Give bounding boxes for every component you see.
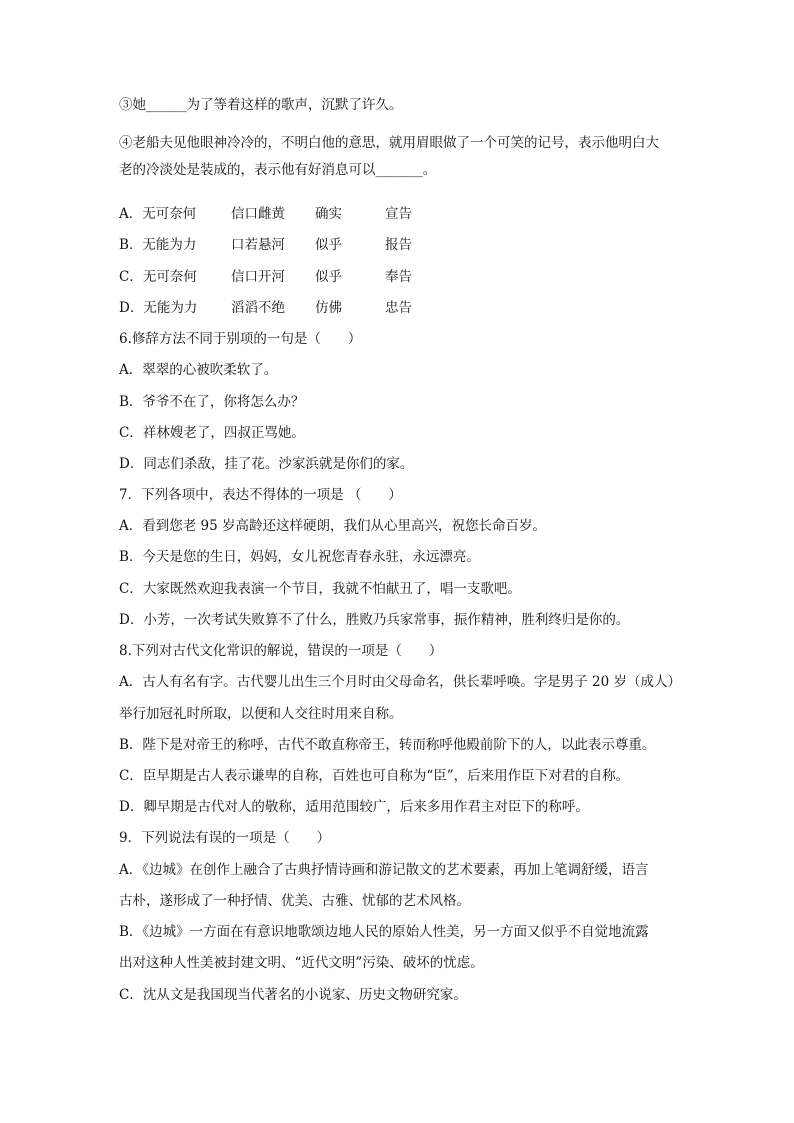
option-word: 报告 (385, 237, 412, 253)
option-label: A．无可奈何 (119, 206, 197, 222)
q8-stem: 8.下列对古代文化常识的解说，错误的一项是（ ） (119, 643, 443, 659)
q9-option-c: C．沈从文是我国现当代著名的小说家、历史文物研究家。 (119, 987, 467, 1003)
q6-option-c: C．祥林嫂老了，四叔正骂她。 (119, 425, 305, 441)
option-word: 奉告 (385, 269, 412, 285)
passage-line-4b: 老的冷淡处是装成的，表示他有好消息可以_______。 (119, 162, 437, 178)
q8-option-a-line1: A．古人有名有字。古代婴儿出生三个月时由父母命名，供长辈呼唤。字是男子 20 岁（成人） (119, 674, 682, 690)
q6-option-b: B．爷爷不在了，你将怎么办？ (119, 394, 305, 410)
passage-line-3: ③她______为了等着这样的歌声，沉默了许久。 (119, 97, 403, 113)
q8-option-b: B．陛下是对帝王的称呼，古代不敢直称帝王，转而称呼他殿前阶下的人，以此表示尊重。 (119, 737, 656, 753)
option-word: 宣告 (385, 206, 412, 222)
option-word: 忠告 (385, 300, 412, 316)
q8-option-c: C．臣早期是古人表示谦卑的自称，百姓也可自称为“臣”，后来用作臣下对君的自称。 (119, 768, 630, 784)
q6-stem: 6.修辞方法不同于别项的一句是（ ） (119, 331, 362, 347)
option-label: D．无能为力 (119, 300, 198, 316)
q7-option-c: C．大家既然欢迎我表演一个节目，我就不怕献丑了，唱一支歌吧。 (119, 581, 521, 597)
option-word: 口若悬河 (231, 237, 285, 253)
q6-option-a: A．翠翠的心被吹柔软了。 (119, 362, 278, 378)
option-word: 仿佛 (315, 300, 342, 316)
option-word: 似乎 (315, 269, 342, 285)
option-word: 信口开河 (231, 269, 285, 285)
q9-option-b-line2: 出对这种人性美被封建文明、“近代文明”污染、破坏的忧虑。 (119, 955, 484, 971)
option-label: B．无能为力 (119, 237, 197, 253)
option-word: 滔滔不绝 (231, 300, 285, 316)
option-label: C．无可奈何 (119, 269, 197, 285)
option-word: 确实 (315, 206, 342, 222)
q8-option-d: D．卿早期是古代对人的敬称，适用范围较广，后来多用作君主对臣下的称呼。 (119, 799, 589, 815)
q7-option-b: B．今天是您的生日，妈妈，女儿祝您青春永驻，永远漂亮。 (119, 549, 480, 565)
option-word: 似乎 (315, 237, 342, 253)
option-word: 信口雌黄 (231, 206, 285, 222)
q9-option-a-line2: 古朴，遂形成了一种抒情、优美、古雅、忧郁的艺术风格。 (119, 893, 470, 909)
q7-option-a: A．看到您老 95 岁高龄还这样硬朗，我们从心里高兴，祝您长命百岁。 (119, 518, 547, 534)
q9-stem: 9．下列说法有误的一项是（ ） (119, 830, 331, 846)
q6-option-d: D．同志们杀敌，挂了花。沙家浜就是你们的家。 (119, 456, 414, 472)
q9-option-b-line1: B．《边城》一方面在有意识地歌颂边地人民的原始人性美，另一方面又似乎不自觉地流露 (119, 924, 649, 940)
passage-line-4a: ④老船夫见他眼神冷冷的，不明白他的意思，就用眉眼做了一个可笑的记号，表示他明白大 (119, 135, 659, 151)
q7-stem: 7．下列各项中，表达不得体的一项是 （ ） (119, 487, 402, 503)
q7-option-d: D．小芳，一次考试失败算不了什么，胜败乃兵家常事，振作精神，胜利终归是你的。 (119, 612, 630, 628)
q8-option-a-line2: 举行加冠礼时所取，以便和人交往时用来自称。 (119, 706, 403, 722)
q9-option-a-line1: A．《边城》在创作上融合了古典抒情诗画和游记散文的艺术要素，再加上笔调舒缓，语言 (119, 862, 649, 878)
